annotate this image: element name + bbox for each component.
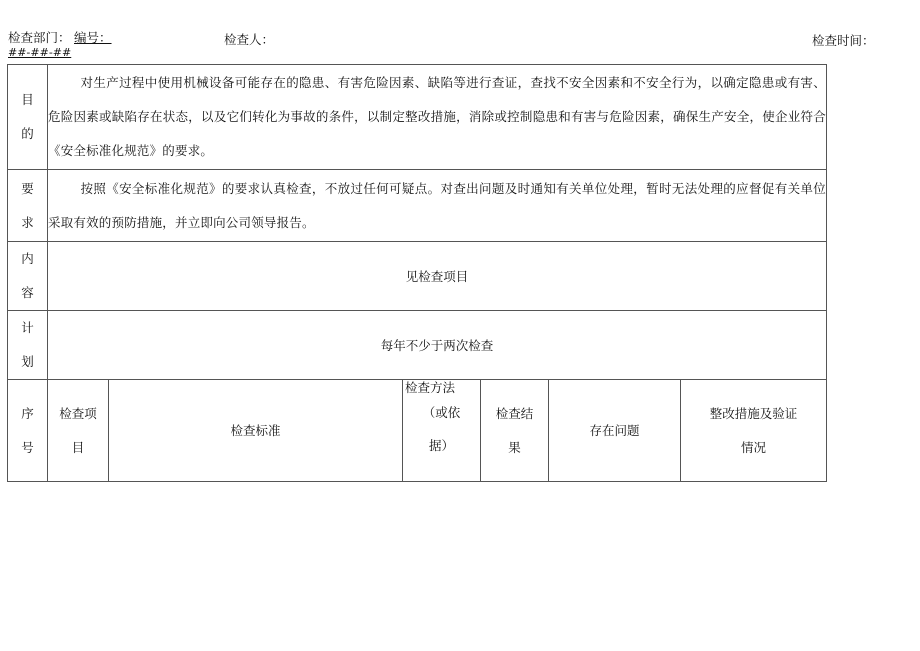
content-row [8,242,827,311]
col-issue: 存在问题 [549,380,681,482]
col-result-2: 果 [508,439,521,455]
plan-label-1: 计 [21,320,34,335]
content-label-1: 内 [21,251,34,266]
requirement-label-2: 求 [21,214,34,230]
col-method-2: （或依 [422,405,461,420]
col-fix [681,380,827,482]
col-seq [8,380,48,482]
requirement-text: 按照《安全标准化规范》的要求认真检查，不放过任何可疑点。对查出问题及时通知有关单位处理，暂时无法处理的应督促有关单位采取有效的预防措施，并立即向公司领导报告。 [48,170,827,242]
requirement-row [8,170,827,242]
plan-text: 每年不少于两次检查 [48,311,827,380]
col-seq-2: 号 [21,439,34,455]
content-label-cell [8,242,48,311]
col-method-3: 据） [428,438,454,453]
col-seq-1: 序 [21,405,34,421]
requirement-label-1: 要 [21,180,34,196]
col-method-1: 检查方法 [405,380,456,395]
col-standard: 检查标准 [109,380,403,482]
inspection-form-table [7,64,827,482]
col-result [481,380,549,482]
col-method [403,380,481,482]
column-header-row [8,380,827,482]
purpose-label-2: 的 [21,126,34,141]
col-result-1: 检查结 [495,405,534,421]
number-value: ##-##-## [8,46,72,59]
plan-row [8,311,827,380]
requirement-label-cell [8,170,48,242]
col-item [48,380,109,482]
plan-label-2: 划 [21,354,34,369]
purpose-label-1: 目 [21,92,34,107]
purpose-label-cell [8,65,48,170]
col-fix-1: 整改措施及验证 [709,405,798,421]
inspector-label: 检查人： [224,32,275,47]
number-label: 编号： [74,30,112,45]
col-item-2: 目 [71,439,85,455]
content-label-2: 容 [21,285,34,300]
col-fix-2: 情况 [740,439,766,455]
purpose-text: 对生产过程中使用机械设备可能存在的隐患、有害危险因素、缺陷等进行查证，查找不安全因素和不安全行为，以确定隐患或有害、危险因素或缺陷存在状态，以及它们转化为事故的条件，以制定整改措施，消除或控制隐患和有害与危险因素，确保生产安全，使企业符合《安全标准化规范》的要求。 [48,65,827,170]
purpose-row [8,65,827,170]
inspection-time-label: 检查时间： [812,33,875,48]
col-item-1: 检查项 [59,405,97,421]
dept-label: 检查部门： [8,30,71,45]
plan-label-cell [8,311,48,380]
content-text: 见检查项目 [48,242,827,311]
